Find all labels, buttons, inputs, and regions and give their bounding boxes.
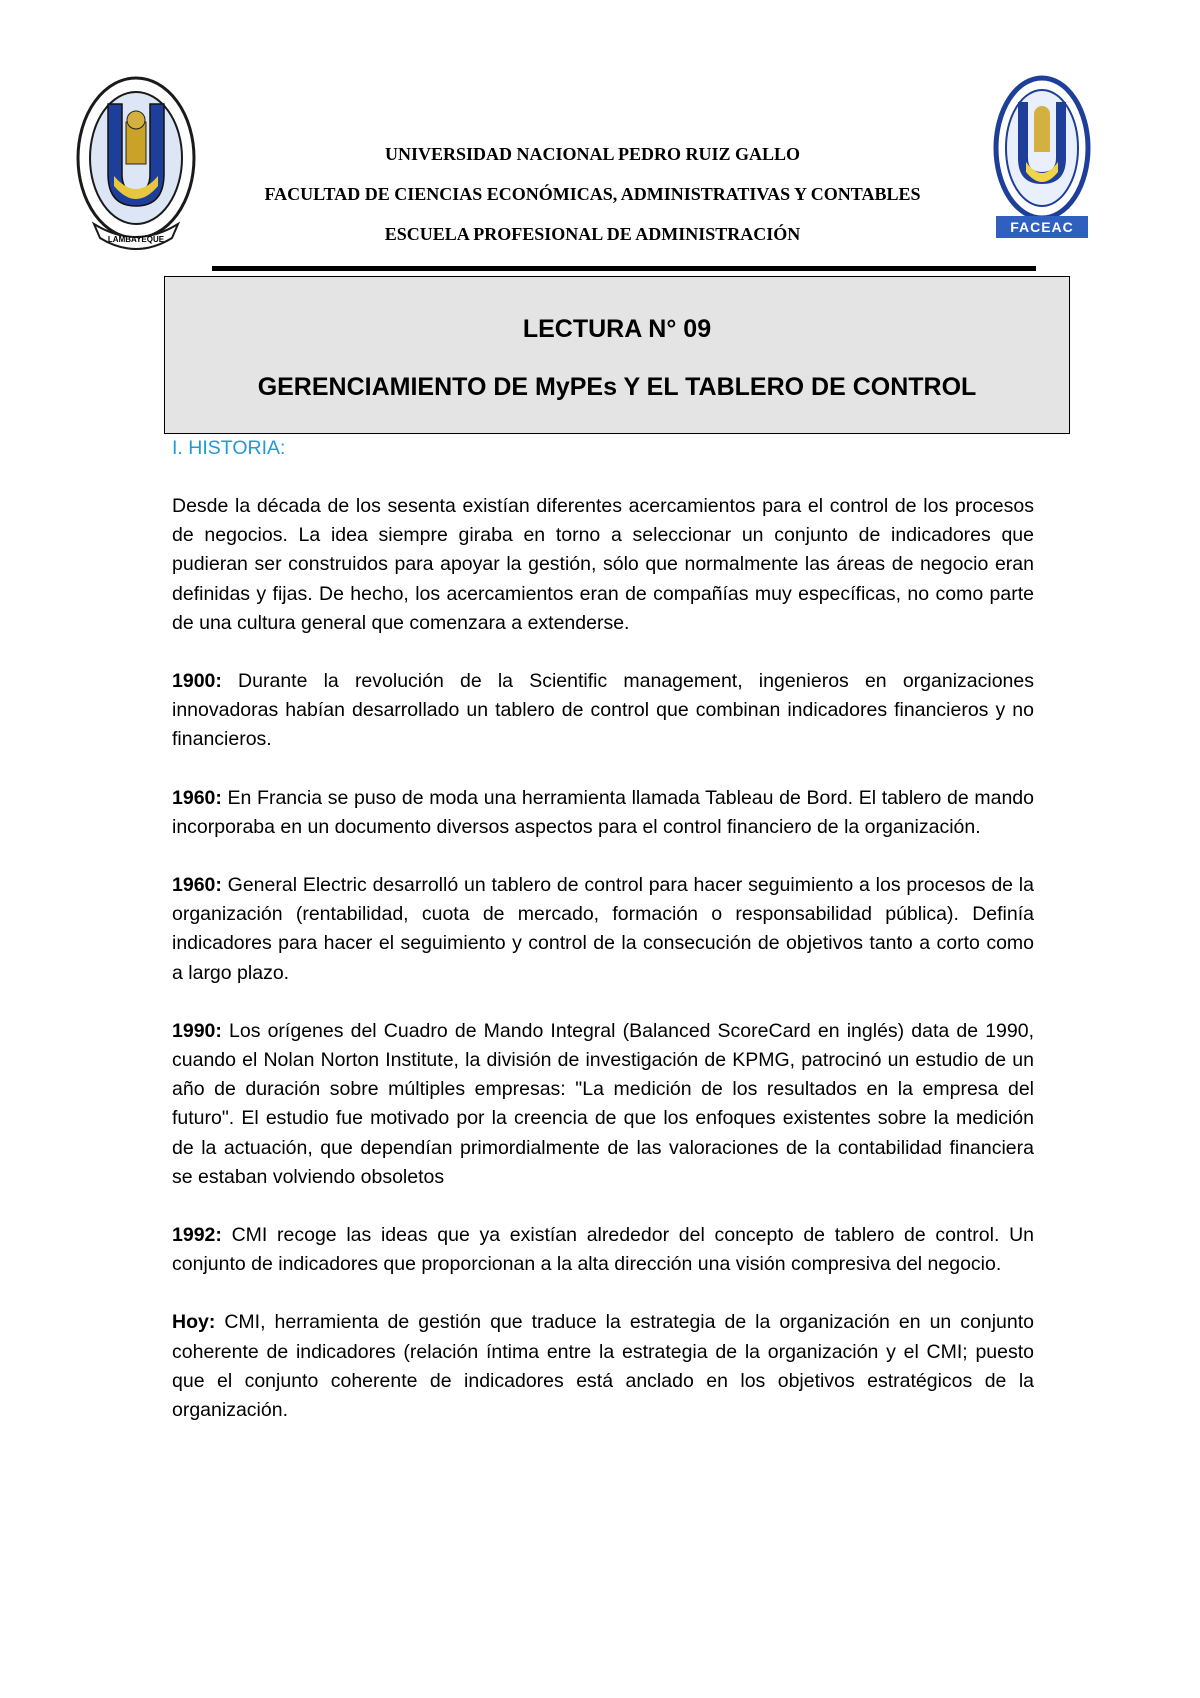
institution-header [200,140,985,260]
reading-title-box [164,276,1070,434]
faceac-logo-text: FACEAC [1010,219,1074,235]
header-divider [212,266,1036,271]
seal-motto-text: LAMBAYEQUE [107,235,165,244]
entry-text: General Electric desarrolló un tablero de control para hacer seguimiento a los procesos de la organización (rentabilidad, cuota de mercado, formación o responsabilidad pública). Definía indicadores para hacer el seguimiento y control de la consecución de objetivos tanto a corto como a largo plazo. [172,874,1034,984]
document-body [172,434,1034,1425]
university-seal-logo [74,74,198,264]
entry-year: Hoy: [172,1311,216,1334]
reading-number: LECTURA N° 09 [522,315,712,343]
history-entry [172,1221,1034,1279]
entry-text: Durante la revolución de la Scientific management, ingenieros en organizaciones innovadoras habían desarrollado un tablero de control que combinan indicadores financieros y no financieros. [172,670,1034,751]
entry-text: CMI, herramienta de gestión que traduce la estrategia de la organización en un conjunto coherente de indicadores (relación íntima entre la estrategia de la organización y el CMI; puesto que el conjunto coherente de indicadores está anclado en los objetivos estratégicos de la organización. [172,1311,1034,1422]
reading-title: GERENCIAMIENTO DE MyPEs Y EL TABLERO DE CONTROL [257,373,977,401]
section-heading: I. HISTORIA: [172,437,286,459]
history-entry [172,1017,1034,1192]
intro-paragraph: Desde la década de los sesenta existían diferentes acercamientos para el control de los procesos de negocios. La idea siempre giraba en torno a seleccionar un conjunto de indicadores que pudieran ser construidos para apoyar la gestión, sólo que normalmente las áreas de negocio eran definidas y fijas. De hecho, los acercamientos eran de compañías muy específicas, no como parte de una cultura general que comenzara a extenderse. [172,495,1034,634]
entry-year: 1990: [172,1019,222,1042]
faculty-name: FACULTAD DE CIENCIAS ECONÓMICAS, ADMINISTRATIVAS Y CONTABLES [264,184,921,204]
entry-year: 1992: [172,1224,222,1247]
entry-year: 1900: [172,670,222,693]
history-entry [172,784,1034,842]
entry-year: 1960: [172,874,222,897]
entry-text: En Francia se puso de moda una herramienta llamada Tableau de Bord. El tablero de mando incorporaba en un documento diversos aspectos para el control financiero de la organización. [172,786,1034,838]
faceac-logo [992,72,1092,252]
history-entry [172,871,1034,988]
school-name: ESCUELA PROFESIONAL DE ADMINISTRACIÓN [384,224,801,244]
entry-year: 1960: [172,786,222,809]
entry-text: CMI recoge las ideas que ya existían alrededor del concepto de tablero de control. Un conjunto de indicadores que proporcionan a la alta dirección una visión compresiva del negocio. [172,1224,1034,1276]
entry-text: Los orígenes del Cuadro de Mando Integral (Balanced ScoreCard en inglés) data de 1990, cuando el Nolan Norton Institute, la división de investigación de KPMG, patrocinó un estudio de un año de duración sobre múltiples empresas: "La medición de los resultados en la empresa del futuro". El estudio fue motivado por la creencia de que los enfoques existentes sobre la medición de la actuación, que dependían primordialmente de las valoraciones de la contabilidad financiera se estaban volviendo obsoletos [172,1019,1034,1188]
university-name: UNIVERSIDAD NACIONAL PEDRO RUIZ GALLO [384,144,801,164]
history-entry [172,667,1034,755]
history-entry [172,1308,1034,1425]
